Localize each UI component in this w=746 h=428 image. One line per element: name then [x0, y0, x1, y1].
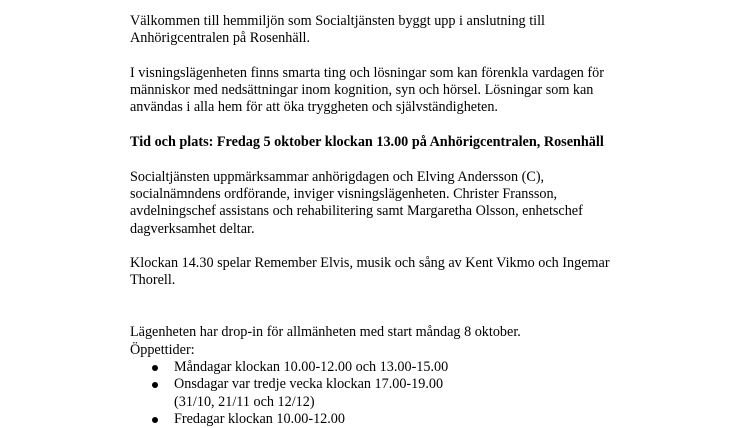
- list-item: [130, 411, 690, 428]
- opening-hours-text: Fredagar klockan 10.00-12.00: [174, 410, 345, 427]
- opening-hours-list: [130, 359, 690, 428]
- time-place-heading: Tid och plats: Fredag 5 oktober klockan 13.00 på Anhörigcentralen, Rosenhäll: [130, 134, 604, 151]
- dropin-paragraph: Lägenheten har drop-in för allmänheten med start måndag 8 oktober.: [130, 324, 521, 341]
- document-page: [130, 13, 690, 428]
- list-item: [130, 359, 690, 376]
- music-paragraph: Klockan 14.30 spelar Remember Elvis, musik och sång av Kent Vikmo och Ingemar Thorell.: [130, 255, 610, 289]
- opening-hours-text: Måndagar klockan 10.00-12.00 och 13.00-15.00: [174, 358, 449, 375]
- bullet-icon: [152, 382, 158, 388]
- inauguration-paragraph: Socialtjänsten uppmärksammar anhörigdagen och Elving Andersson (C), socialnämndens ordförande, inviger visningslägenheten. Christer Fransson, avdelningschef assistans och rehabilitering samt Margaretha Olsson, enhetschef dagverksamhet deltar.: [130, 168, 583, 237]
- bullet-icon: [152, 365, 158, 371]
- opening-hours-label: Öppettider:: [130, 341, 195, 358]
- bullet-icon: [152, 417, 158, 423]
- intro-paragraph: Välkommen till hemmiljön som Socialtjänsten byggt upp i anslutning till Anhörigcentralen på Rosenhäll.: [130, 13, 545, 47]
- description-paragraph: I visningslägenheten finns smarta ting och lösningar som kan förenkla vardagen för människor med nedsättningar inom kognition, syn och hörsel. Lösningar som kan användas i alla hem för att öka tryggheten och självständigheten.: [130, 64, 604, 116]
- list-item: [130, 376, 690, 411]
- opening-hours-text: Onsdagar var tredje vecka klockan 17.00-19.00 (31/10, 21/11 och 12/12): [174, 376, 444, 410]
